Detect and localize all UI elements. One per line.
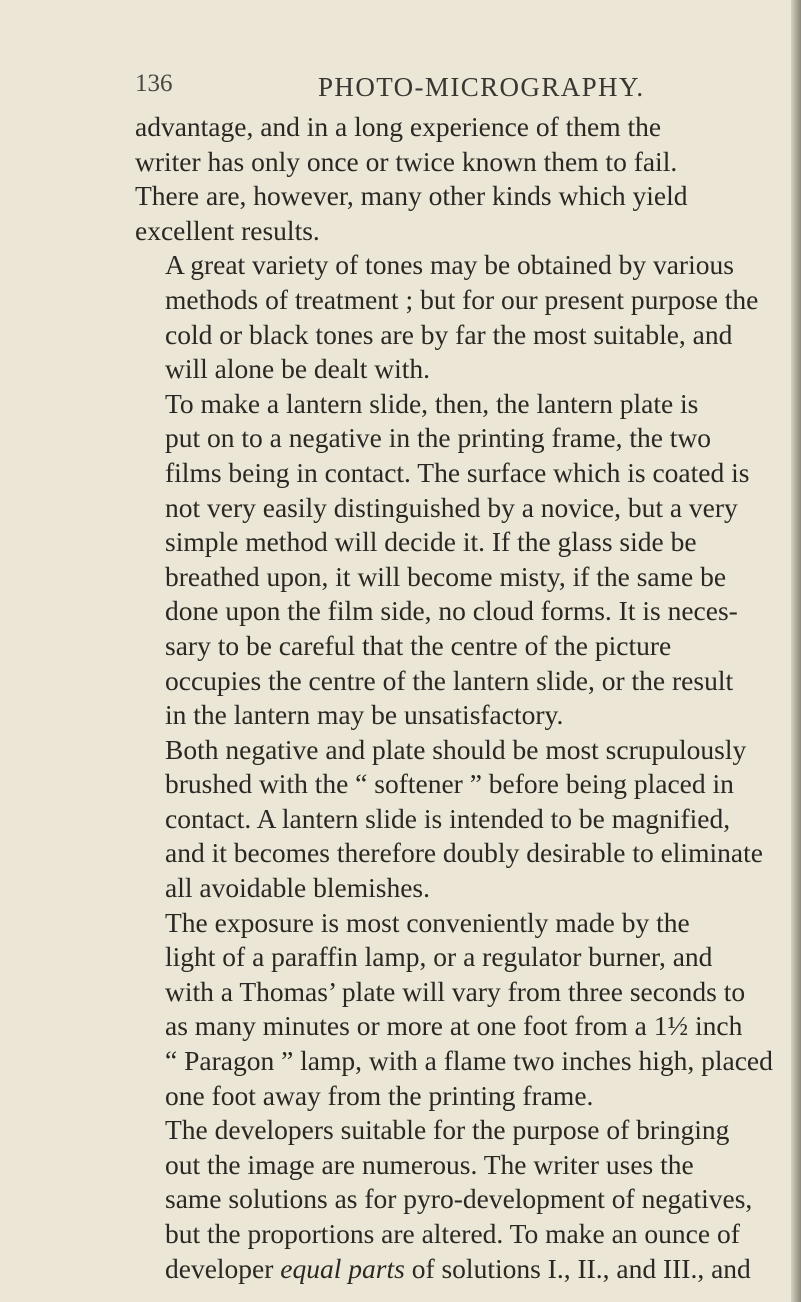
text-line: will alone be dealt with. bbox=[165, 353, 430, 385]
text-line: put on to a negative in the printing frame, the two bbox=[165, 422, 712, 454]
text-line: one foot away from the printing frame. bbox=[165, 1079, 594, 1111]
running-title: PHOTO-MICROGRAPHY. bbox=[318, 72, 645, 102]
text-line: A great variety of tones may be obtained by various bbox=[165, 249, 734, 281]
page-number: 136 bbox=[135, 70, 173, 97]
text-line: The exposure is most conveniently made by the bbox=[165, 906, 690, 938]
page-header bbox=[135, 72, 775, 112]
text-line: Both negative and plate should be most scrupulously bbox=[165, 733, 747, 765]
text-line: The developers suitable for the purpose of bringing bbox=[165, 1114, 730, 1146]
text-line: in the lantern may be unsatisfactory. bbox=[165, 699, 564, 731]
text-line: same solutions as for pyro-development of negatives, bbox=[165, 1183, 753, 1215]
text-line: films being in contact. The surface which is coated is bbox=[165, 456, 750, 488]
paragraph bbox=[135, 906, 775, 1114]
text-line: developer equal parts of solutions I., II., and III., and bbox=[165, 1252, 751, 1284]
body-text bbox=[135, 110, 775, 1286]
text-line: with a Thomas’ plate will vary from three seconds to bbox=[165, 975, 746, 1007]
text-line: light of a paraffin lamp, or a regulator burner, and bbox=[165, 941, 713, 973]
text-line: occupies the centre of the lantern slide, or the result bbox=[165, 664, 734, 696]
text-line: There are, however, many other kinds which yield bbox=[135, 180, 688, 212]
text-line: simple method will decide it. If the glass side be bbox=[165, 526, 697, 558]
text-line: cold or black tones are by far the most suitable, and bbox=[165, 318, 733, 350]
text-line: methods of treatment ; but for our present purpose the bbox=[165, 283, 759, 315]
text-line: breathed upon, it will become misty, if the same be bbox=[165, 560, 727, 592]
paragraph bbox=[135, 248, 775, 386]
text-line: To make a lantern slide, then, the lantern plate is bbox=[165, 387, 699, 419]
text-line: sary to be careful that the centre of the picture bbox=[165, 629, 672, 661]
text-line: not very easily distinguished by a novice, but a very bbox=[165, 491, 738, 523]
paragraph bbox=[135, 1113, 775, 1286]
text-line: brushed with the “ softener ” before being placed in bbox=[165, 768, 734, 800]
text-line: writer has only once or twice known them to fail. bbox=[135, 145, 678, 177]
text-line: “ Paragon ” lamp, with a flame two inches high, placed bbox=[165, 1045, 773, 1077]
text-line: excellent results. bbox=[135, 214, 320, 246]
text-line: out the image are numerous. The writer uses the bbox=[165, 1148, 694, 1180]
text-line: advantage, and in a long experience of them the bbox=[135, 111, 662, 142]
text-line: all avoidable blemishes. bbox=[165, 872, 430, 904]
text-line: but the proportions are altered. To make an ounce of bbox=[165, 1218, 740, 1249]
page-edge-shadow bbox=[791, 0, 801, 1302]
text-line: contact. A lantern slide is intended to be magnified, bbox=[165, 802, 731, 834]
text-line: done upon the film side, no cloud forms. It is neces- bbox=[165, 595, 738, 627]
paragraph bbox=[135, 387, 775, 733]
paragraph bbox=[135, 110, 775, 248]
text-line: as many minutes or more at one foot from a 1½ inch bbox=[165, 1010, 743, 1042]
paragraph bbox=[135, 733, 775, 906]
text-line: and it becomes therefore doubly desirable to eliminate bbox=[165, 837, 763, 869]
